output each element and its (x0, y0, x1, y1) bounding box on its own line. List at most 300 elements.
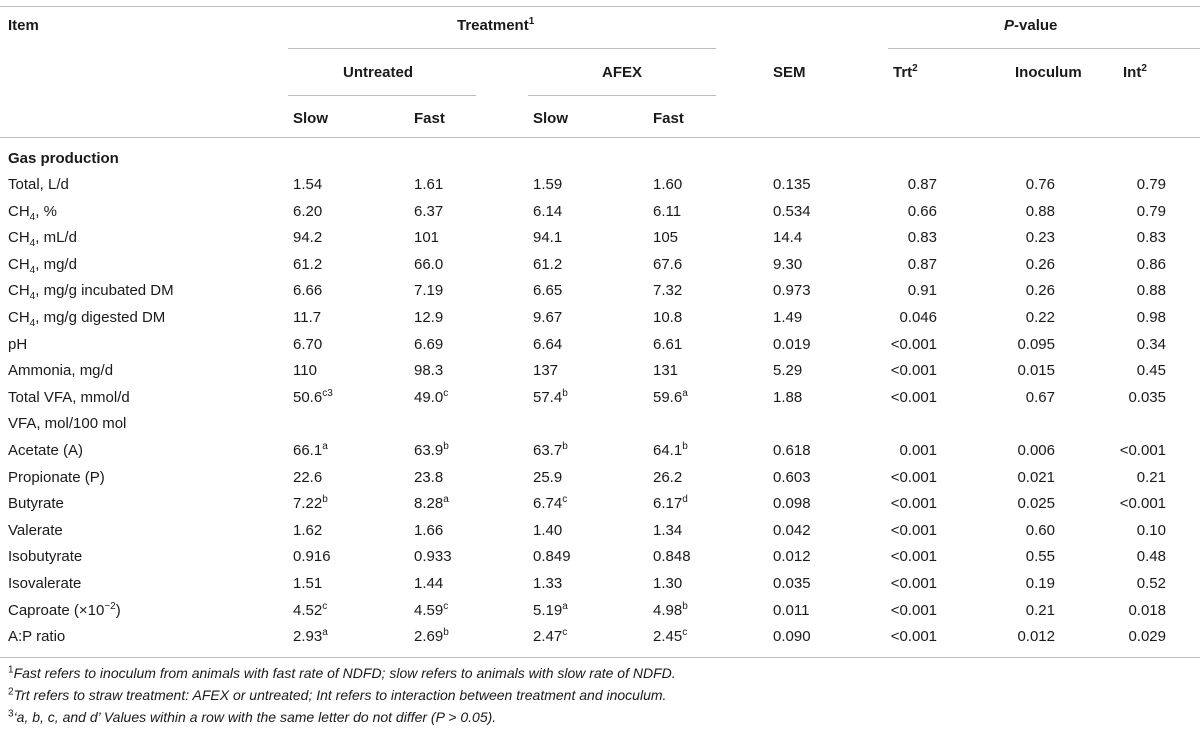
row-label-text: pH (8, 336, 28, 353)
cell-value: 0.006 (1017, 442, 1055, 459)
row-label-suffix: , % (35, 203, 57, 220)
cell-value: 0.029 (1128, 628, 1166, 645)
afex-fast-cell (653, 229, 678, 246)
inoculum-pvalue-cell (1026, 256, 1055, 273)
cell-value: 49.0 (414, 389, 444, 406)
untreated-slow-cell (293, 442, 328, 459)
untreated-slow-cell (293, 522, 322, 539)
afex-slow-cell (533, 309, 562, 326)
cell-value: 0.87 (907, 256, 937, 273)
cell-value: 1.59 (533, 176, 563, 193)
cell-value: 0.012 (1017, 628, 1055, 645)
sem-cell (773, 336, 811, 353)
cell-value: <0.001 (890, 548, 937, 565)
cell-value: 1.40 (533, 522, 563, 539)
untreated-fast-cell (414, 602, 448, 619)
untreated-slow-cell (293, 495, 328, 512)
row-label (8, 469, 105, 486)
cell-value: 10.8 (653, 309, 683, 326)
cell-value: 57.4 (533, 389, 563, 406)
inoculum-pvalue-cell (1017, 469, 1055, 486)
footnote-3 (8, 709, 496, 725)
afex-slow-cell (533, 602, 568, 619)
significance-letter: c (443, 388, 449, 399)
cell-value: <0.001 (890, 389, 937, 406)
section-gas-production: Gas production (8, 150, 119, 167)
untreated-slow-cell (293, 256, 322, 273)
cell-value: 8.28 (414, 495, 444, 512)
cell-value: 1.33 (533, 575, 563, 592)
afex-fast-cell (653, 309, 682, 326)
cell-value: 2.47 (533, 628, 563, 645)
untreated-fast-cell (414, 229, 439, 246)
row-label (8, 628, 65, 645)
sem-cell (773, 522, 811, 539)
afex-fast-cell (653, 389, 688, 406)
afex-fast-cell (653, 203, 681, 220)
cell-value: 0.48 (1136, 548, 1166, 565)
untreated-fast-cell (414, 256, 443, 273)
significance-letter: c (682, 627, 688, 638)
untreated-slow-cell (293, 575, 322, 592)
inoculum-header: Inoculum (1015, 64, 1082, 81)
cell-value: 64.1 (653, 442, 683, 459)
cell-value: 1.88 (773, 389, 803, 406)
cell-value: 0.76 (1025, 176, 1055, 193)
inoculum-pvalue-cell (1026, 522, 1055, 539)
cell-value: 0.10 (1136, 522, 1166, 539)
afex-slow-cell (533, 176, 562, 193)
cell-value: 66.1 (293, 442, 323, 459)
untreated-fast-cell (414, 469, 443, 486)
afex-slow-header: Slow (533, 110, 569, 127)
cell-value: 0.042 (773, 522, 811, 539)
untreated-fast-cell (414, 203, 443, 220)
row-label (8, 522, 63, 539)
cell-value: 1.49 (773, 309, 803, 326)
cell-value: 6.20 (293, 203, 323, 220)
cell-value: 0.91 (907, 282, 937, 299)
row-label-suffix: , mg/d (35, 256, 77, 273)
trt-pvalue-cell (891, 522, 937, 539)
untreated-fast-header: Fast (414, 110, 445, 127)
cell-value: <0.001 (890, 495, 937, 512)
afex-slow-cell (533, 469, 562, 486)
int-pvalue-cell (1137, 362, 1166, 379)
inoculum-pvalue-cell (1026, 548, 1055, 565)
untreated-fast-cell (414, 548, 452, 565)
significance-letter: b (443, 441, 449, 452)
trt-pvalue-cell (891, 575, 937, 592)
header-bottom-rule (0, 137, 1200, 138)
cell-value: 0.001 (899, 442, 937, 459)
top-rule (0, 6, 1200, 7)
afex-slow-cell (533, 548, 571, 565)
cell-value: 2.69 (414, 628, 444, 645)
significance-letter: b (562, 388, 568, 399)
row-label (8, 336, 27, 353)
cell-value: 0.035 (773, 575, 811, 592)
sem-header: SEM (773, 64, 806, 81)
sem-cell (773, 548, 811, 565)
trt-footnote-mark: 2 (912, 63, 918, 74)
cell-value: 1.30 (653, 575, 683, 592)
row-label-subscript: 4 (29, 212, 36, 223)
row-label (8, 282, 174, 302)
sem-cell (773, 389, 802, 406)
untreated-slow-cell (293, 176, 322, 193)
afex-slow-cell (533, 229, 562, 246)
int-pvalue-cell (1137, 229, 1166, 246)
cell-value: 0.916 (293, 548, 331, 565)
cell-value: 0.025 (1017, 495, 1055, 512)
cell-value: 1.34 (653, 522, 683, 539)
cell-value: 23.8 (414, 469, 444, 486)
cell-value: 1.62 (293, 522, 323, 539)
int-pvalue-cell (1128, 602, 1166, 619)
cell-value: 94.1 (533, 229, 563, 246)
int-pvalue-cell (1137, 548, 1166, 565)
int-pvalue-cell (1137, 203, 1166, 220)
afex-slow-cell (533, 256, 562, 273)
cell-value: 4.98 (653, 602, 683, 619)
significance-letter: c (322, 601, 328, 612)
trt-pvalue-cell (908, 256, 937, 273)
cell-value: <0.001 (890, 336, 937, 353)
cell-value: 0.88 (1025, 203, 1055, 220)
afex-fast-cell (653, 336, 682, 353)
row-label-suffix: , mg/g digested DM (35, 309, 166, 326)
cell-value: 7.19 (414, 282, 444, 299)
sem-cell (773, 282, 811, 299)
significance-letter: a (443, 494, 449, 505)
cell-value: 1.61 (414, 176, 444, 193)
footnote-text: Fast refers to inoculum from animals with fast rate of NDFD; slow refers to animals with slow rate of NDFD. (13, 665, 676, 681)
row-label-text: CH (8, 309, 30, 326)
trt-header (893, 64, 918, 81)
untreated-fast-cell (414, 495, 449, 512)
row-label-subscript: 4 (29, 265, 36, 276)
cell-value: 63.9 (414, 442, 444, 459)
untreated-fast-cell (414, 336, 443, 353)
cell-value: 0.45 (1136, 362, 1166, 379)
inoculum-pvalue-cell (1017, 628, 1055, 645)
afex-fast-cell (653, 628, 687, 645)
row-label (8, 309, 166, 329)
inoculum-pvalue-cell (1026, 602, 1055, 619)
afex-fast-cell (653, 442, 688, 459)
row-label (8, 415, 126, 432)
untreated-fast-cell (414, 575, 443, 592)
cell-value: 0.090 (773, 628, 811, 645)
pvalue-header-p: P (1004, 17, 1015, 34)
row-label-text: Propionate (P) (8, 469, 105, 486)
pvalue-underline (888, 48, 1200, 49)
cell-value: 94.2 (293, 229, 323, 246)
row-label-text: Valerate (8, 522, 63, 539)
significance-letter: b (682, 601, 688, 612)
inoculum-pvalue-cell (1017, 336, 1055, 353)
significance-letter: c (562, 494, 568, 505)
cell-value: 0.55 (1025, 548, 1055, 565)
cell-value: 9.30 (773, 256, 803, 273)
significance-letter: d (682, 494, 688, 505)
pvalue-header (1004, 17, 1057, 34)
afex-slow-cell (533, 575, 562, 592)
inoculum-pvalue-cell (1026, 389, 1055, 406)
int-pvalue-cell (1128, 628, 1166, 645)
cell-value: 7.22 (293, 495, 323, 512)
cell-value: 6.64 (533, 336, 563, 353)
sem-cell (773, 309, 802, 326)
row-label (8, 362, 113, 379)
cell-value: 7.32 (653, 282, 683, 299)
untreated-fast-cell (414, 442, 449, 459)
row-label-text: Caproate (×10 (8, 602, 105, 619)
cell-value: 1.44 (414, 575, 444, 592)
inoculum-pvalue-cell (1026, 575, 1055, 592)
int-pvalue-cell (1137, 469, 1166, 486)
inoculum-pvalue-cell (1017, 495, 1055, 512)
row-label-text: Ammonia, mg/d (8, 362, 114, 379)
afex-fast-header: Fast (653, 110, 684, 127)
cell-value: 61.2 (533, 256, 563, 273)
afex-fast-cell (653, 575, 682, 592)
treatment-underline (288, 48, 716, 49)
sem-cell (773, 203, 811, 220)
trt-pvalue-cell (908, 203, 937, 220)
cell-value: 0.79 (1136, 203, 1166, 220)
trt-pvalue-cell (891, 495, 937, 512)
sem-cell (773, 602, 809, 619)
cell-value: 0.26 (1025, 256, 1055, 273)
untreated-fast-cell (414, 628, 449, 645)
afex-slow-cell (533, 522, 562, 539)
cell-value: 4.59 (414, 602, 444, 619)
trt-pvalue-cell (891, 389, 937, 406)
cell-value: 67.6 (653, 256, 683, 273)
untreated-slow-cell (293, 203, 322, 220)
cell-value: 22.6 (293, 469, 323, 486)
cell-value: 0.60 (1025, 522, 1055, 539)
footnote-number: 3 (8, 708, 14, 720)
cell-value: 0.98 (1136, 309, 1166, 326)
row-label (8, 495, 64, 512)
row-label-suffix: ) (115, 602, 121, 619)
cell-value: 4.52 (293, 602, 323, 619)
cell-value: 98.3 (414, 362, 444, 379)
cell-value: 2.93 (293, 628, 323, 645)
cell-value: 6.17 (653, 495, 683, 512)
inoculum-pvalue-cell (1026, 282, 1055, 299)
cell-value: 0.52 (1136, 575, 1166, 592)
row-label-text: Isobutyrate (8, 548, 83, 565)
inoculum-pvalue-cell (1017, 442, 1055, 459)
int-pvalue-cell (1137, 176, 1166, 193)
row-label-text: Butyrate (8, 495, 64, 512)
cell-value: 0.012 (773, 548, 811, 565)
footnote-2 (8, 687, 666, 703)
significance-letter: b (443, 627, 449, 638)
cell-value: 0.66 (907, 203, 937, 220)
int-pvalue-cell (1137, 575, 1166, 592)
item-header: Item (8, 17, 39, 34)
inoculum-pvalue-cell (1017, 362, 1055, 379)
row-label-text: CH (8, 229, 30, 246)
significance-letter: a (682, 388, 688, 399)
cell-value: 0.135 (773, 176, 811, 193)
cell-value: 0.21 (1025, 602, 1055, 619)
cell-value: <0.001 (890, 575, 937, 592)
cell-value: 0.046 (899, 309, 937, 326)
row-label (8, 176, 69, 193)
int-pvalue-cell (1137, 309, 1166, 326)
untreated-slow-cell (293, 229, 322, 246)
cell-value: 11.7 (293, 309, 322, 326)
cell-value: 0.34 (1136, 336, 1166, 353)
row-label-text: CH (8, 203, 30, 220)
sem-cell (773, 362, 802, 379)
row-label-subscript: 4 (29, 318, 36, 329)
cell-value: 131 (653, 362, 679, 379)
cell-value: 61.2 (293, 256, 323, 273)
cell-value: 0.83 (907, 229, 937, 246)
afex-slow-cell (533, 203, 562, 220)
afex-fast-cell (653, 176, 682, 193)
cell-value: 6.66 (293, 282, 323, 299)
row-label-suffix: , mg/g incubated DM (35, 282, 174, 299)
cell-value: 0.618 (773, 442, 811, 459)
cell-value: 0.603 (773, 469, 811, 486)
trt-pvalue-cell (908, 176, 937, 193)
untreated-slow-cell (293, 602, 327, 619)
afex-slow-cell (533, 362, 558, 379)
significance-letter: a (322, 627, 328, 638)
afex-slow-cell (533, 442, 568, 459)
significance-letter: b (322, 494, 328, 505)
cell-value: 6.74 (533, 495, 563, 512)
untreated-fast-cell (414, 522, 443, 539)
untreated-underline (288, 95, 476, 96)
row-label-text: Acetate (A) (8, 442, 84, 459)
significance-letter: c (443, 601, 449, 612)
trt-pvalue-cell (899, 309, 937, 326)
trt-pvalue-cell (891, 336, 937, 353)
cell-value: 0.67 (1025, 389, 1055, 406)
trt-header-text: Trt (893, 64, 913, 81)
treatment-footnote-mark: 1 (528, 16, 535, 27)
cell-value: 0.86 (1136, 256, 1166, 273)
afex-slow-cell (533, 282, 562, 299)
cell-value: 5.29 (773, 362, 803, 379)
afex-fast-cell (653, 362, 678, 379)
cell-value: <0.001 (1119, 442, 1166, 459)
cell-value: 1.51 (293, 575, 323, 592)
cell-value: 50.6 (293, 389, 323, 406)
cell-value: 6.61 (653, 336, 683, 353)
cell-value: <0.001 (890, 469, 937, 486)
sem-cell (773, 469, 811, 486)
footnote-text: Trt refers to straw treatment: AFEX or untreated; Int refers to interaction between treatment and inoculum. (13, 687, 667, 703)
afex-underline (528, 95, 716, 96)
sem-cell (773, 256, 802, 273)
cell-value: 6.70 (293, 336, 323, 353)
afex-slow-cell (533, 336, 562, 353)
sem-cell (773, 442, 811, 459)
cell-value: 137 (533, 362, 559, 379)
cell-value: 1.60 (653, 176, 683, 193)
row-label-subscript: 4 (29, 291, 36, 302)
row-label (8, 256, 77, 276)
untreated-header: Untreated (343, 64, 414, 81)
int-footnote-mark: 2 (1141, 63, 1147, 74)
int-pvalue-cell (1137, 522, 1166, 539)
untreated-fast-cell (414, 282, 443, 299)
afex-slow-cell (533, 389, 568, 406)
cell-value: 0.098 (773, 495, 811, 512)
cell-value: 0.015 (1017, 362, 1055, 379)
cell-value: 0.848 (653, 548, 691, 565)
afex-slow-cell (533, 628, 567, 645)
cell-value: 14.4 (773, 229, 803, 246)
row-label-text: Total, L/d (8, 176, 69, 193)
row-label-subscript: 4 (29, 238, 36, 249)
trt-pvalue-cell (891, 628, 937, 645)
int-header-text: Int (1123, 64, 1142, 81)
sem-cell (773, 575, 811, 592)
untreated-slow-cell (293, 282, 322, 299)
cell-value: 0.26 (1025, 282, 1055, 299)
row-label-text: VFA, mol/100 mol (8, 415, 127, 432)
cell-value: 12.9 (414, 309, 444, 326)
footnote-number: 2 (8, 686, 14, 698)
untreated-slow-header: Slow (293, 110, 329, 127)
pvalue-header-text: -value (1014, 17, 1058, 34)
row-label (8, 229, 77, 249)
significance-letter: a (562, 601, 568, 612)
significance-letter: a (322, 441, 328, 452)
cell-value: 0.534 (773, 203, 811, 220)
cell-value: 6.37 (414, 203, 444, 220)
cell-value: 110 (293, 362, 317, 379)
inoculum-pvalue-cell (1026, 203, 1055, 220)
row-label (8, 442, 83, 459)
row-label (8, 575, 81, 592)
significance-letter: c3 (322, 388, 333, 399)
cell-value: 59.6 (653, 389, 683, 406)
afex-fast-cell (653, 602, 688, 619)
cell-value: 0.849 (533, 548, 571, 565)
cell-value: 0.79 (1136, 176, 1166, 193)
row-label (8, 203, 57, 223)
inoculum-pvalue-cell (1026, 229, 1055, 246)
cell-value: 0.011 (773, 602, 810, 619)
cell-value: 26.2 (653, 469, 683, 486)
cell-value: <0.001 (890, 628, 937, 645)
sem-cell (773, 495, 811, 512)
cell-value: 66.0 (414, 256, 444, 273)
trt-pvalue-cell (891, 362, 937, 379)
int-pvalue-cell (1137, 256, 1166, 273)
cell-value: <0.001 (1119, 495, 1166, 512)
significance-letter: c (562, 627, 568, 638)
row-label (8, 389, 130, 406)
sem-cell (773, 229, 802, 246)
untreated-fast-cell (414, 389, 448, 406)
afex-fast-cell (653, 469, 682, 486)
cell-value: 0.933 (414, 548, 452, 565)
afex-slow-cell (533, 495, 567, 512)
